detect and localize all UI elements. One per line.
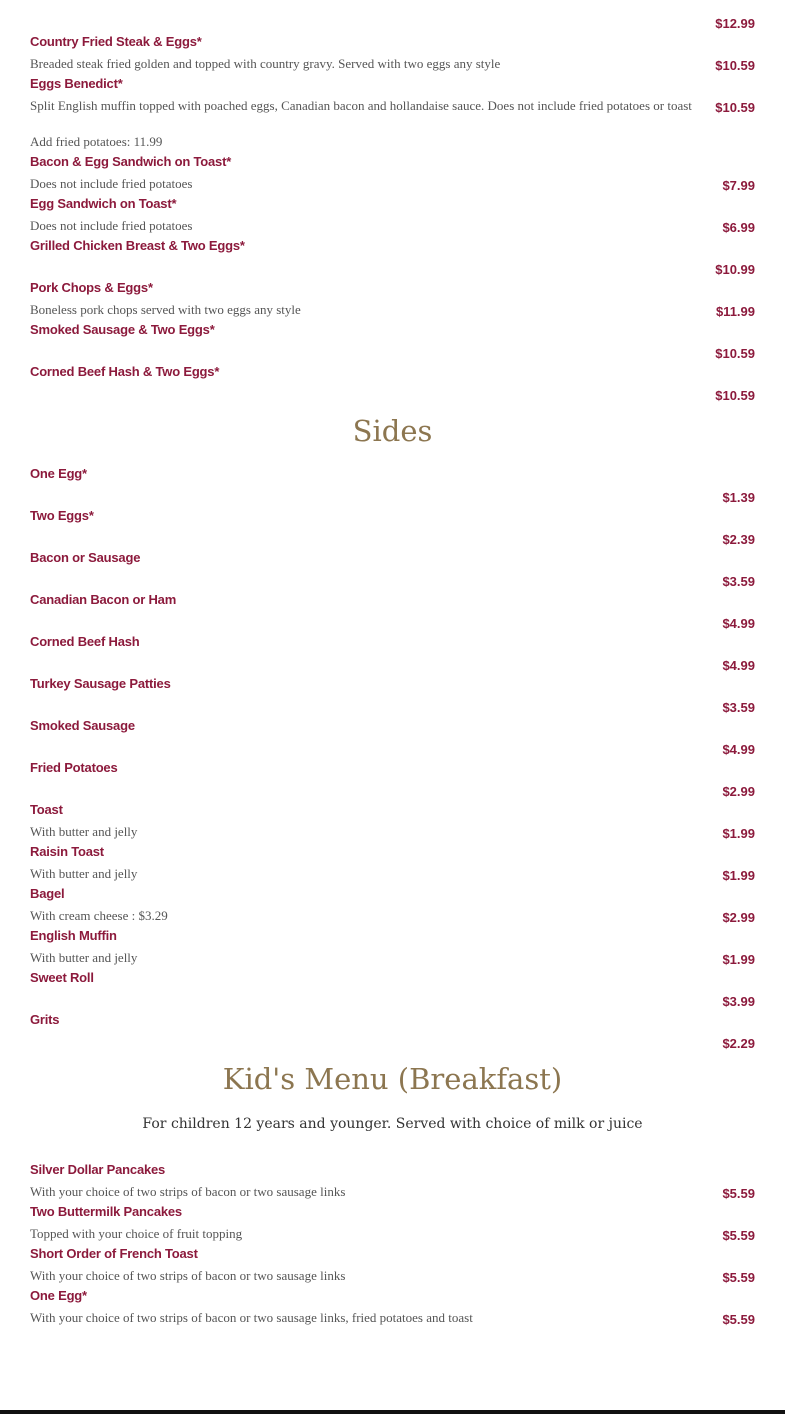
item-description: With your choice of two strips of bacon or two sausage links, fried potatoes and toast xyxy=(30,1310,473,1325)
item-description: With butter and jelly xyxy=(30,950,138,965)
item-price: $1.99 xyxy=(722,952,755,967)
menu-item xyxy=(30,34,755,76)
menu-item xyxy=(30,280,755,322)
item-name: Two Buttermilk Pancakes xyxy=(30,1204,182,1219)
item-name: Corned Beef Hash xyxy=(30,634,140,649)
item-name: Smoked Sausage xyxy=(30,718,135,733)
item-name: Raisin Toast xyxy=(30,844,104,859)
breakfast-partial-item xyxy=(30,0,755,31)
item-description: Boneless pork chops served with two eggs any style xyxy=(30,302,301,317)
section-title-sides: Sides xyxy=(352,414,433,448)
item-name: Corned Beef Hash & Two Eggs* xyxy=(30,364,220,379)
item-price: $12.99 xyxy=(715,16,755,31)
menu-item xyxy=(30,238,755,280)
item-price: $2.39 xyxy=(722,532,755,547)
item-name: Silver Dollar Pancakes xyxy=(30,1162,166,1177)
item-description: With butter and jelly xyxy=(30,824,138,839)
item-price: $10.59 xyxy=(715,58,755,73)
item-price: $2.99 xyxy=(722,784,755,799)
menu-item xyxy=(30,550,755,592)
item-price: $3.59 xyxy=(722,574,755,589)
menu-item xyxy=(30,1288,755,1330)
footer-bar xyxy=(0,1410,785,1414)
item-name: Pork Chops & Eggs* xyxy=(30,280,153,295)
menu-item xyxy=(30,466,755,508)
menu-item xyxy=(30,1162,755,1204)
item-name: Bacon & Egg Sandwich on Toast* xyxy=(30,154,232,169)
item-description: Does not include fried potatoes xyxy=(30,218,193,233)
item-description: Does not include fried potatoes xyxy=(30,176,193,191)
item-extra: Add fried potatoes: 11.99 xyxy=(30,134,163,149)
item-price: $1.99 xyxy=(722,868,755,883)
item-name: Egg Sandwich on Toast* xyxy=(30,196,177,211)
menu-item xyxy=(30,802,755,844)
item-price: $4.99 xyxy=(722,658,755,673)
item-name: Turkey Sausage Patties xyxy=(30,676,171,691)
menu-item xyxy=(30,844,755,886)
kids-items xyxy=(30,1162,755,1330)
item-name: Two Eggs* xyxy=(30,508,94,523)
item-name: One Egg* xyxy=(30,1288,87,1303)
section-title-kids-menu: Kid's Menu (Breakfast) xyxy=(222,1062,563,1096)
item-price: $10.59 xyxy=(715,388,755,403)
item-price: $5.59 xyxy=(722,1312,755,1327)
menu-item xyxy=(30,76,755,154)
item-description: Topped with your choice of fruit topping xyxy=(30,1226,243,1241)
item-name: Bacon or Sausage xyxy=(30,550,141,565)
item-name: Grilled Chicken Breast & Two Eggs* xyxy=(30,238,245,253)
item-price: $5.59 xyxy=(722,1186,755,1201)
item-price: $2.99 xyxy=(722,910,755,925)
menu-item xyxy=(30,970,755,1012)
item-name: Sweet Roll xyxy=(30,970,94,985)
item-name: Country Fried Steak & Eggs* xyxy=(30,34,202,49)
item-price: $11.99 xyxy=(715,304,755,319)
menu-item xyxy=(30,634,755,676)
item-name: Eggs Benedict* xyxy=(30,76,123,91)
item-name: Toast xyxy=(30,802,63,817)
section-subtitle-kids-menu: For children 12 years and younger. Served with choice of milk or juice xyxy=(142,1116,643,1132)
item-description: With cream cheese : $3.29 xyxy=(30,908,168,923)
item-price: $5.59 xyxy=(722,1228,755,1243)
menu-item xyxy=(30,364,755,406)
item-price: $2.29 xyxy=(722,1036,755,1051)
menu-item xyxy=(30,196,755,238)
menu-item xyxy=(30,154,755,196)
menu-item xyxy=(30,508,755,550)
item-description: With butter and jelly xyxy=(30,866,138,881)
menu-item xyxy=(30,760,755,802)
item-name: Canadian Bacon or Ham xyxy=(30,592,177,607)
menu-item xyxy=(30,1204,755,1246)
menu-item xyxy=(30,592,755,634)
item-description: Split English muffin topped with poached eggs, Canadian bacon and hollandaise sauce. Does not include fried potatoes or toast xyxy=(30,98,692,113)
item-name: Bagel xyxy=(30,886,65,901)
item-description: With your choice of two strips of bacon or two sausage links xyxy=(30,1184,346,1199)
item-name: One Egg* xyxy=(30,466,87,481)
item-price: $10.99 xyxy=(715,262,755,277)
item-name: Grits xyxy=(30,1012,60,1027)
item-price: $4.99 xyxy=(722,616,755,631)
item-price: $3.99 xyxy=(722,994,755,1009)
menu-item xyxy=(30,928,755,970)
menu-item xyxy=(30,1012,755,1054)
item-name: Smoked Sausage & Two Eggs* xyxy=(30,322,215,337)
item-description: With your choice of two strips of bacon or two sausage links xyxy=(30,1268,346,1283)
breakfast-items xyxy=(30,34,755,406)
item-description: Breaded steak fried golden and topped with country gravy. Served with two eggs any style xyxy=(30,56,501,71)
menu-item xyxy=(30,676,755,718)
item-name: Short Order of French Toast xyxy=(30,1246,198,1261)
menu-item xyxy=(30,322,755,364)
menu-item xyxy=(30,0,755,31)
sides-items xyxy=(30,466,755,1054)
item-price: $10.59 xyxy=(715,100,755,115)
item-name: Fried Potatoes xyxy=(30,760,118,775)
menu-item xyxy=(30,1246,755,1288)
menu-item xyxy=(30,886,755,928)
item-price: $7.99 xyxy=(722,178,755,193)
item-price: $10.59 xyxy=(715,346,755,361)
item-price: $5.59 xyxy=(722,1270,755,1285)
item-name: English Muffin xyxy=(30,928,117,943)
item-price: $3.59 xyxy=(722,700,755,715)
menu-item xyxy=(30,718,755,760)
item-price: $1.99 xyxy=(722,826,755,841)
item-price: $4.99 xyxy=(722,742,755,757)
item-price: $6.99 xyxy=(722,220,755,235)
item-price: $1.39 xyxy=(722,490,755,505)
